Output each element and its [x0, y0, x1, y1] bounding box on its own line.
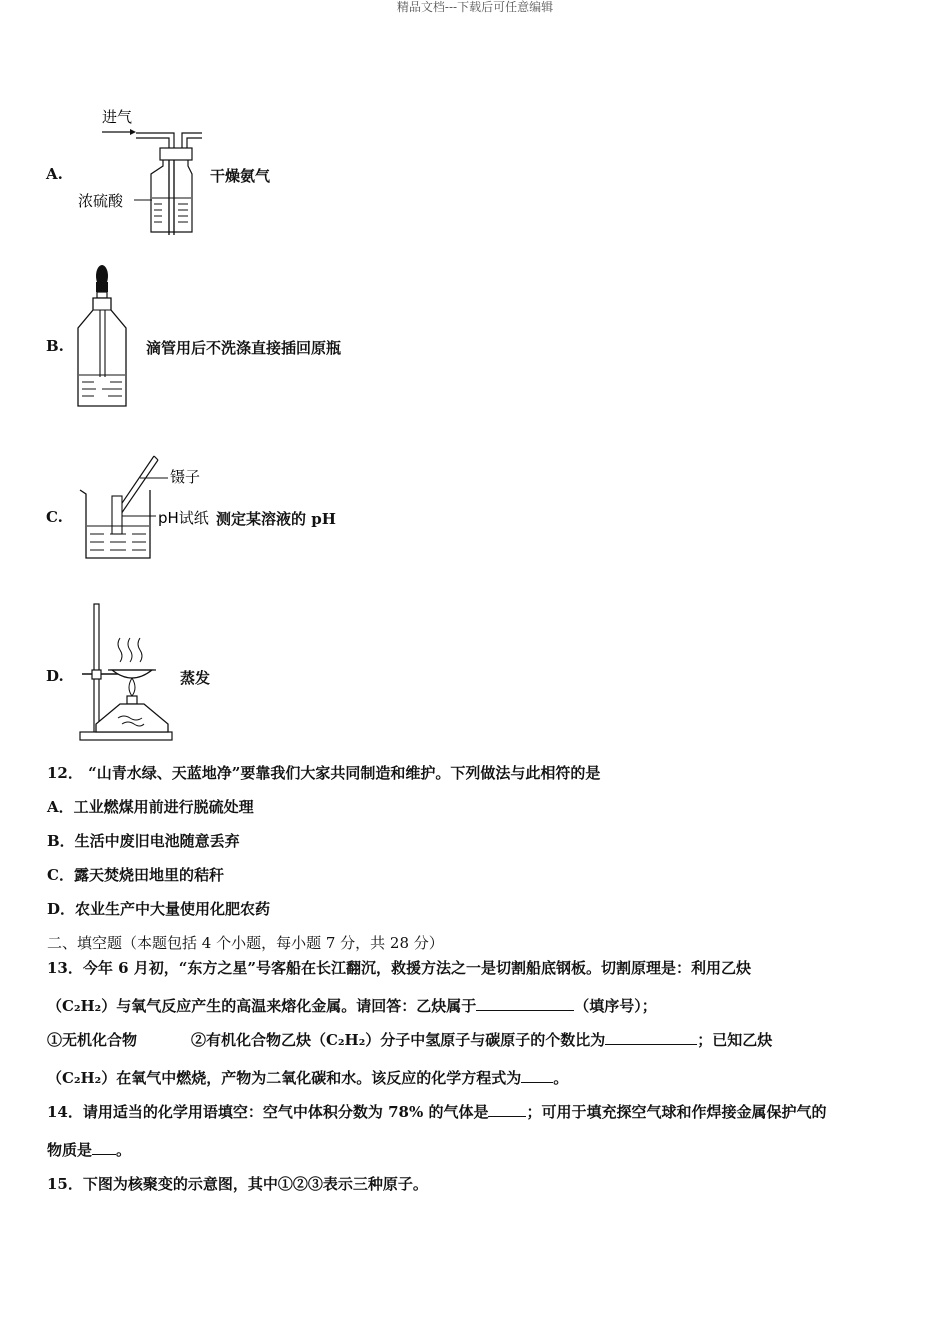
gas-in-label: 进气	[102, 108, 133, 126]
q13-line1: 13．今年 6 月初，“东方之星”号客船在长江翻沉，救援方法之一是切割船底钢板。切割原理是：利用乙炔	[47, 959, 752, 977]
q13-line4	[47, 1067, 568, 1088]
q14-line2	[47, 1139, 131, 1160]
q14-blank-1[interactable]	[488, 1102, 526, 1117]
q14-blank-2[interactable]	[92, 1140, 116, 1155]
option-d-text: 蒸发	[180, 669, 211, 687]
q12-option-a: A．工业燃煤用前进行脱硫处理	[47, 798, 254, 816]
q14-line1-pre: 14．请用适当的化学用语填空：空气中体积分数为 78% 的气体是	[47, 1103, 489, 1121]
q13-line3-b: ②有机化合物乙炔（C₂H₂）分子中氢原子与碳原子的个数比为	[191, 1031, 606, 1049]
q13-blank-1[interactable]	[476, 996, 574, 1011]
q13-line3-post: ；已知乙炔	[697, 1031, 773, 1049]
acid-label: 浓硫酸	[78, 192, 124, 210]
option-b-text: 滴管用后不洗涤直接插回原瓶	[146, 339, 342, 357]
q15-line1: 15．下图为核聚变的示意图，其中①②③表示三种原子。	[47, 1175, 428, 1193]
q14-line2-pre: 物质是	[47, 1141, 93, 1159]
q13-line3-a: ①无机化合物	[47, 1031, 138, 1049]
q13-line4-post: 。	[553, 1069, 569, 1087]
option-c-letter: C.	[46, 508, 63, 526]
section2-title: 二、填空题（本题包括 4 个小题，每小题 7 分，共 28 分）	[47, 934, 444, 952]
tweezers-label: 镊子	[170, 468, 201, 486]
option-d-letter: D.	[46, 667, 64, 685]
beaker-ph-figure	[76, 452, 216, 564]
option-a-letter: A.	[46, 165, 63, 183]
q13-line2-pre: （C₂H₂）与氧气反应产生的高温来熔化金属。请回答：乙炔属于	[47, 997, 477, 1015]
q13-line2-post: （填序号）；	[574, 997, 657, 1015]
gas-washing-bottle-figure	[74, 100, 206, 240]
q12-option-b: B．生活中废旧电池随意丢弃	[47, 832, 240, 850]
q12-option-c: C．露天焚烧田地里的秸秆	[47, 866, 224, 884]
evaporation-setup-figure	[78, 600, 178, 746]
q13-line2	[47, 995, 657, 1016]
option-a-text: 干燥氨气	[210, 167, 271, 185]
option-c-text: 测定某溶液的 pH	[216, 510, 336, 528]
option-b-letter: B.	[46, 337, 64, 355]
q13-blank-3[interactable]	[521, 1068, 553, 1083]
q12-option-d: D．农业生产中大量使用化肥农药	[47, 900, 271, 918]
ph-paper-label: pH试纸	[158, 509, 209, 527]
q14-line1-post: ；可用于填充探空气球和作焊接金属保护气的	[526, 1103, 827, 1121]
q12-stem: 12． “山青水绿、天蓝地净”要靠我们大家共同制造和维护。下列做法与此相符的是	[47, 764, 601, 782]
q13-blank-2[interactable]	[605, 1030, 697, 1045]
q14-line1	[47, 1101, 826, 1122]
q13-line4-pre: （C₂H₂）在氧气中燃烧，产物为二氧化碳和水。该反应的化学方程式为	[47, 1069, 522, 1087]
dropper-bottle-figure	[72, 262, 136, 410]
page-header: 精品文档---下载后可任意编辑	[396, 0, 554, 14]
q14-line2-post: 。	[116, 1141, 132, 1159]
q13-line3	[47, 1029, 772, 1050]
